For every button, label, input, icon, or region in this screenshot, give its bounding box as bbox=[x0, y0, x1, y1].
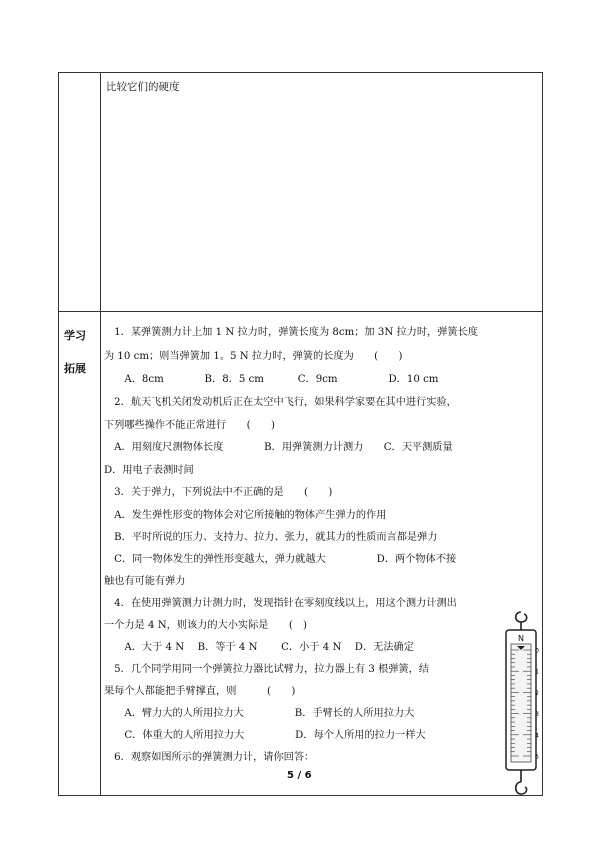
section-label-line1: 学习 bbox=[64, 329, 86, 342]
row-divider bbox=[58, 311, 543, 312]
table-bottom-border bbox=[58, 795, 543, 796]
q3-option-a: A．发生弹性形变的物体会对它所接触的物体产生弹力的作用 bbox=[104, 510, 387, 521]
q6-line1: 6．观察如图所示的弹簧测力计，请你回答： bbox=[104, 752, 315, 763]
q4-line2: 一个力是 4 N，则该力的大小实际是 ( ) bbox=[104, 620, 308, 631]
q2-line1: 2．航天飞机关闭发动机后正在太空中飞行，如果科学家要在其中进行实验， bbox=[104, 397, 457, 408]
page-number: 5 / 6 bbox=[287, 770, 312, 781]
q5-line2: 果每个人都能把手臂撑直，则 ( ) bbox=[104, 686, 296, 697]
q1-line1: 1．某弹簧测力计上加 1 N 拉力时，弹簧长度为 8cm；加 3N 拉力时，弹簧长度 bbox=[104, 327, 478, 338]
q5-line1: 5．几个同学用同一个弹簧拉力器比试臂力，拉力器上有 3 根弹簧，结 bbox=[104, 664, 430, 675]
q5-options-cd: C．体重大的人所用拉力大 D．每个人所用的拉力一样大 bbox=[104, 730, 426, 741]
q2-options-2: D．用电子表测时间 bbox=[104, 465, 194, 476]
q1-options: A．8cm B．8．5 cm C．9cm D．10 cm bbox=[104, 374, 439, 385]
q3-option-cd: C．同一物体发生的弹性形变越大，弹力就越大 D．两个物体不接 bbox=[104, 554, 457, 565]
q2-line2: 下列哪些操作不能正常进行 ( ) bbox=[104, 420, 275, 431]
scale-tick-label: 0 bbox=[535, 647, 539, 655]
spring-scale-figure bbox=[497, 610, 545, 798]
q5-options-ab: A．臂力大的人所用拉力大 B．手臂长的人所用拉力大 bbox=[104, 708, 415, 719]
q3-option-d-cont: 触也有可能有弹力 bbox=[104, 576, 186, 587]
q2-options-1: A．用刻度尺测物体长度 B．用弹簧测力计测力 C．天平测质量 bbox=[104, 442, 453, 453]
q4-line1: 4．在使用弹簧测力计测力时，发现指针在零刻度线以上，用这个测力计测出 bbox=[104, 598, 457, 609]
unit-label: N bbox=[518, 634, 524, 643]
q1-line2: 为 10 cm；则当弹簧加 1。5 N 拉力时，弹簧的长度为 ( ) bbox=[104, 351, 403, 362]
q3-line1: 3．关于弹力，下列说法中不正确的是 ( ) bbox=[104, 487, 333, 498]
scale-tick-label: 5 bbox=[535, 753, 539, 761]
top-cell-text: 比较它们的硬度 bbox=[106, 81, 180, 93]
scale-tick-label: 4 bbox=[535, 732, 539, 740]
q3-option-b: B．平时所说的压力、支持力、拉力、张力，就其力的性质而言都是弹力 bbox=[104, 532, 438, 543]
section-label-line2: 拓展 bbox=[64, 362, 86, 375]
scale-window bbox=[511, 644, 531, 762]
scale-tick-label: 3 bbox=[535, 711, 539, 719]
scale-tick-label: 1 bbox=[535, 668, 539, 676]
table-left-border bbox=[58, 72, 59, 796]
bottom-hook bbox=[516, 782, 527, 794]
column-divider bbox=[100, 72, 101, 796]
top-hook bbox=[516, 612, 527, 622]
scale-tick-label: 2 bbox=[535, 689, 539, 697]
q4-options: A．大于 4 N B．等于 4 N C．小于 4 N D．无法确定 bbox=[104, 642, 414, 653]
table-top-border bbox=[58, 72, 543, 73]
